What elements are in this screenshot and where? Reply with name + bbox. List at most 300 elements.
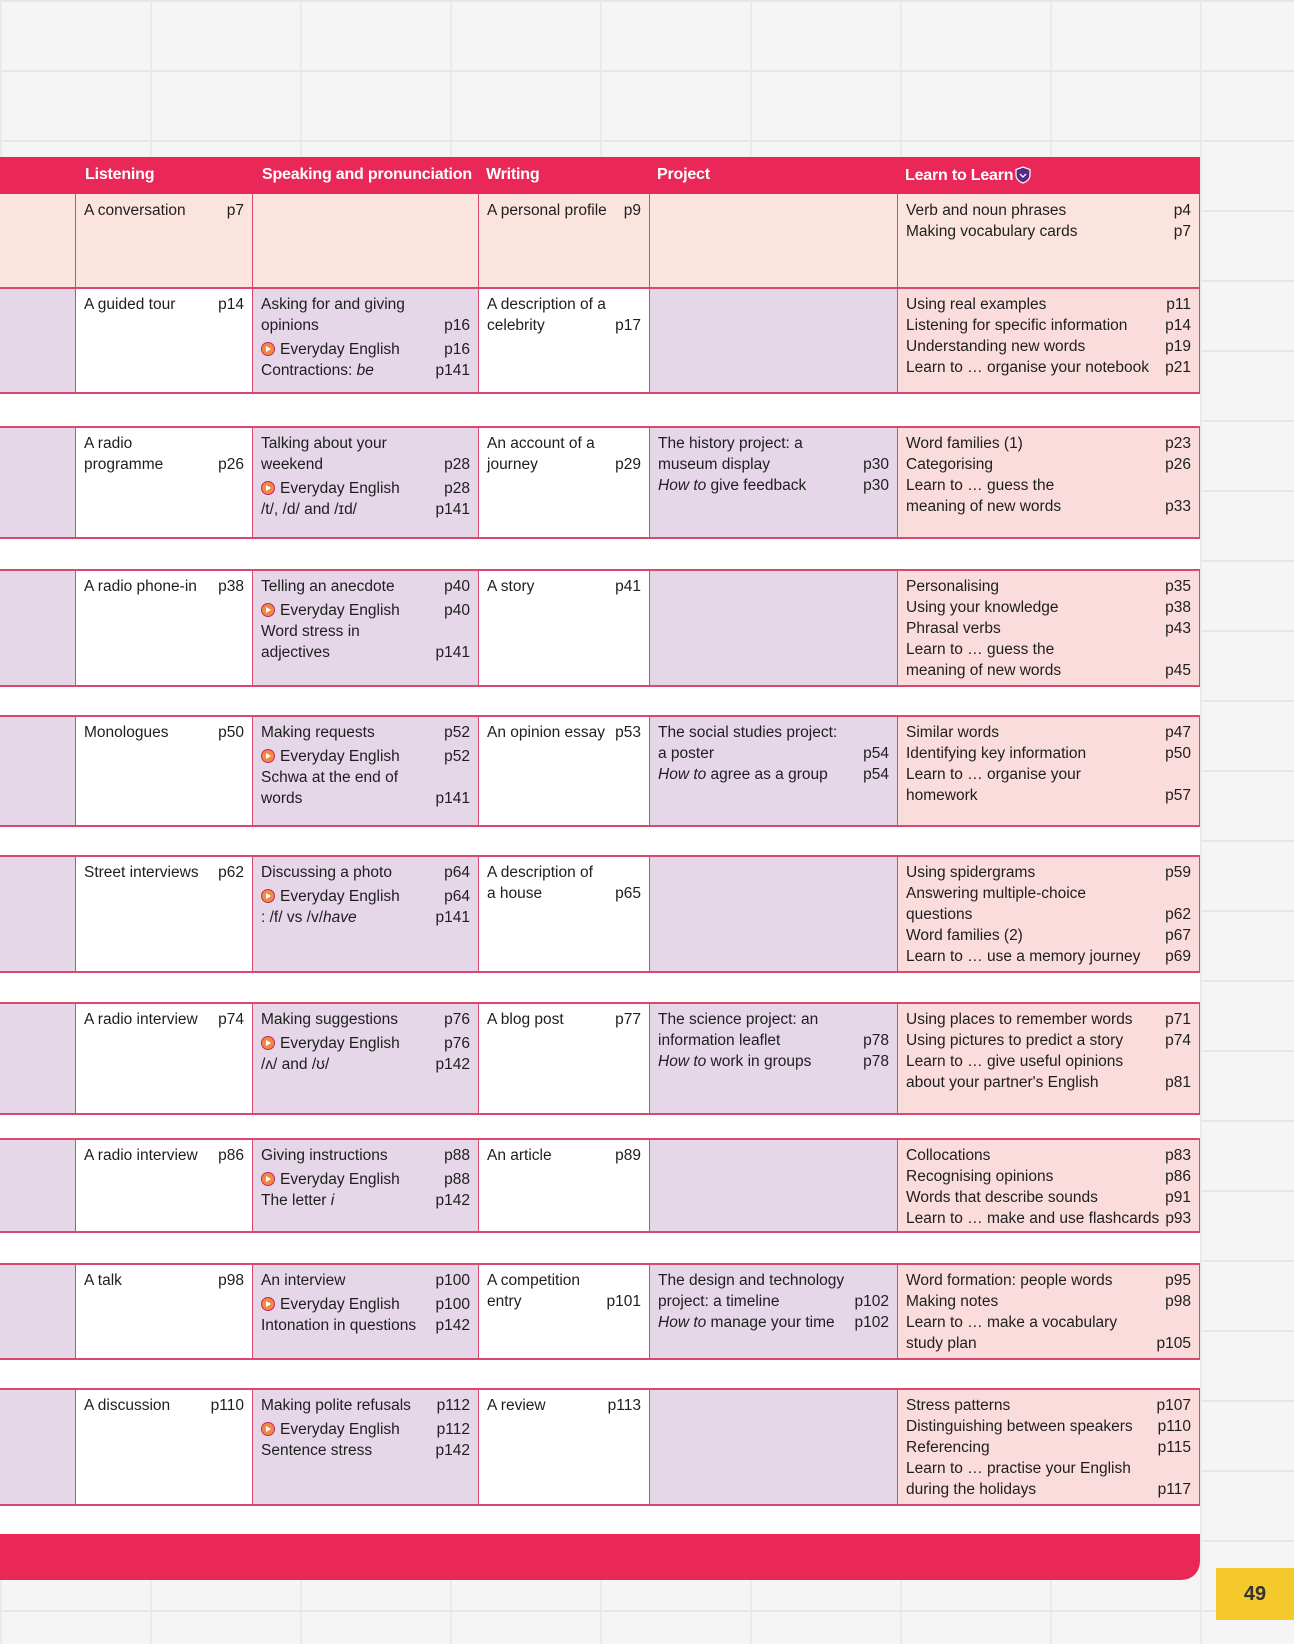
entry-label: project: a timeline — [658, 1293, 780, 1310]
entry-line — [261, 433, 470, 454]
unit-cell — [0, 856, 76, 971]
entry-label: Making polite refusals — [261, 1397, 411, 1414]
entry-line — [261, 767, 470, 788]
listening-cell — [76, 716, 253, 825]
page-ref: p115 — [1157, 1439, 1191, 1456]
row-divider — [0, 1504, 1200, 1506]
entry-text — [906, 1395, 1010, 1416]
entry-line — [84, 1395, 244, 1416]
page-ref: p112 — [436, 1397, 470, 1414]
entry-line — [658, 433, 889, 454]
entry-label: Using spidergrams — [906, 864, 1036, 881]
entry-label: work in groups — [706, 1053, 812, 1070]
unit-cell — [0, 1139, 76, 1231]
entry-text — [261, 499, 357, 520]
audio-play-icon — [261, 1297, 275, 1311]
entry-text — [261, 1054, 329, 1075]
header-listening: Listening — [85, 166, 155, 183]
header-writing: Writing — [486, 166, 540, 183]
entry-label: A description of — [487, 864, 593, 881]
entry-text — [261, 1440, 372, 1461]
entry-line — [84, 576, 244, 597]
entry-label: Telling an anecdote — [261, 578, 395, 595]
page-ref: p50 — [218, 724, 244, 741]
entry-line — [261, 576, 470, 597]
entry-label: study plan — [906, 1335, 977, 1352]
entry-label: Learn to … guess the — [906, 477, 1055, 494]
entry-text — [906, 660, 1061, 681]
entry-text — [84, 1145, 198, 1166]
entry-line — [261, 1315, 470, 1336]
entry-line — [261, 788, 470, 809]
entry-italic: have — [323, 909, 357, 926]
entry-text — [261, 746, 400, 767]
entry-line — [261, 907, 470, 928]
entry-label: Similar words — [906, 724, 1000, 741]
entry-label: The science project: an — [658, 1011, 819, 1028]
writing-cell — [479, 1139, 650, 1231]
listening-cell — [76, 1389, 253, 1504]
entry-text — [84, 862, 199, 883]
entry-text — [261, 478, 400, 499]
entry-line — [906, 200, 1191, 221]
entry-label: A radio — [84, 435, 133, 452]
page-ref: p67 — [1165, 927, 1191, 944]
page-ref: p141 — [435, 362, 470, 379]
entry-line — [906, 743, 1191, 764]
page-ref: p117 — [1157, 1481, 1191, 1498]
entry-label: Personalising — [906, 578, 1000, 595]
page-ref: p93 — [1165, 1210, 1192, 1227]
entry-label: Verb and noun phrases — [906, 202, 1067, 219]
page-ref: p141 — [435, 501, 470, 518]
entry-line — [906, 1166, 1191, 1187]
page-ref: p19 — [1165, 338, 1191, 355]
entry-text — [906, 946, 1140, 967]
entry-text — [906, 433, 1023, 454]
entry-label: A story — [487, 578, 535, 595]
entry-label: Learn to … organise your notebook — [906, 359, 1149, 376]
page-ref: p76 — [444, 1011, 470, 1028]
entry-text — [261, 315, 319, 336]
entry-label: The design and technology — [658, 1272, 845, 1289]
entry-label: Everyday English — [280, 1035, 400, 1052]
entry-line — [261, 478, 470, 499]
entry-label: Monologues — [84, 724, 169, 741]
page-ref: p54 — [863, 766, 889, 783]
entry-label: meaning of new words — [906, 662, 1062, 679]
entry-line — [906, 597, 1191, 618]
entry-line — [906, 660, 1191, 681]
entry-text — [261, 788, 302, 809]
entry-line — [261, 642, 470, 663]
entry-label: about your partner's English — [906, 1074, 1099, 1091]
entry-label: Everyday English — [280, 1296, 400, 1313]
entry-text — [261, 1270, 345, 1291]
project-cell — [650, 716, 898, 825]
page-ref: p71 — [1165, 1011, 1191, 1028]
entry-text — [906, 904, 972, 925]
entry-label: Understanding new words — [906, 338, 1086, 355]
entry-line — [906, 904, 1191, 925]
entry-line — [84, 200, 244, 221]
entry-text — [658, 1270, 844, 1291]
unit-cell — [0, 194, 76, 288]
table-header — [0, 157, 1200, 194]
unit-cell — [0, 288, 76, 392]
entry-label: The letter — [261, 1192, 331, 1209]
speaking-cell — [253, 288, 479, 392]
audio-play-icon — [261, 1036, 275, 1050]
table-row — [0, 570, 1200, 685]
shield-icon — [1015, 166, 1031, 184]
entry-text — [261, 576, 395, 597]
entry-text — [906, 1166, 1053, 1187]
entry-label: The social studies project: — [658, 724, 838, 741]
page-ref: p98 — [1165, 1293, 1191, 1310]
page-ref: p69 — [1165, 948, 1191, 965]
entry-line — [261, 315, 470, 336]
page-ref: p4 — [1173, 202, 1191, 219]
table-row — [0, 716, 1200, 825]
entry-text — [906, 764, 1081, 785]
entry-line — [261, 1033, 470, 1054]
entry-label: Learn to … make a vocabulary — [906, 1314, 1118, 1331]
entry-text — [906, 1458, 1131, 1479]
page-ref: p62 — [218, 864, 244, 881]
entry-text — [84, 454, 163, 475]
entry-label: programme — [84, 456, 164, 473]
page-ref: p113 — [607, 1397, 641, 1414]
entry-line — [906, 946, 1191, 967]
entry-text — [261, 1145, 388, 1166]
entry-line — [487, 722, 641, 743]
entry-text — [906, 1270, 1112, 1291]
entry-text — [487, 1395, 546, 1416]
page-ref: p88 — [444, 1147, 470, 1164]
entry-text — [487, 862, 593, 883]
page-ref: p7 — [1173, 223, 1191, 240]
entry-label: Giving instructions — [261, 1147, 388, 1164]
entry-line — [261, 1054, 470, 1075]
table-row — [0, 1389, 1200, 1504]
page-ref: p105 — [1156, 1335, 1191, 1352]
table-row — [0, 1139, 1200, 1231]
entry-text — [906, 496, 1061, 517]
entry-label: A radio interview — [84, 1011, 198, 1028]
page-ref: p141 — [435, 790, 470, 807]
speaking-cell — [253, 1139, 479, 1231]
entry-label: Identifying key information — [906, 745, 1087, 762]
speaking-cell — [253, 1389, 479, 1504]
entry-line — [261, 1009, 470, 1030]
page-ref: p110 — [1157, 1418, 1191, 1435]
entry-label: Recognising opinions — [906, 1168, 1054, 1185]
entry-line — [906, 925, 1191, 946]
entry-label: Learn to … use a memory journey — [906, 948, 1141, 965]
entry-line — [487, 862, 641, 883]
page-number: 49 — [1216, 1568, 1294, 1620]
entry-line — [906, 722, 1191, 743]
entry-label: Sentence stress — [261, 1442, 373, 1459]
entry-label: Stress patterns — [906, 1397, 1011, 1414]
writing-cell — [479, 1003, 650, 1113]
entry-line — [487, 294, 641, 315]
entry-label: Discussing a photo — [261, 864, 392, 881]
row-divider — [0, 1002, 1200, 1004]
learn-cell — [898, 194, 1200, 288]
writing-cell — [479, 856, 650, 971]
entry-text — [658, 1291, 779, 1312]
entry-text — [906, 597, 1059, 618]
row-divider — [0, 569, 1200, 571]
listening-cell — [76, 570, 253, 685]
page-ref: p57 — [1165, 787, 1191, 804]
table-row — [0, 856, 1200, 971]
entry-label: Making suggestions — [261, 1011, 398, 1028]
project-cell — [650, 856, 898, 971]
entry-text — [658, 722, 837, 743]
entry-label: manage your time — [706, 1314, 835, 1331]
entry-line — [906, 475, 1191, 496]
audio-play-icon — [261, 342, 275, 356]
row-divider — [0, 971, 1200, 973]
project-cell — [650, 427, 898, 537]
entry-text — [906, 1030, 1123, 1051]
entry-text — [658, 454, 770, 475]
speaking-cell — [253, 194, 479, 288]
entry-text — [906, 925, 1023, 946]
entry-line — [906, 336, 1191, 357]
entry-text — [261, 1009, 398, 1030]
entry-label: homework — [906, 787, 978, 804]
entry-text — [261, 1395, 411, 1416]
page-ref: p45 — [1165, 662, 1191, 679]
speaking-cell — [253, 1003, 479, 1113]
entry-line — [487, 315, 641, 336]
table-row — [0, 288, 1200, 392]
entry-label: A radio phone-in — [84, 578, 197, 595]
entry-italic: How to — [658, 766, 707, 783]
learn-cell — [898, 288, 1200, 392]
entry-label: Categorising — [906, 456, 994, 473]
entry-line — [906, 1072, 1191, 1093]
writing-cell — [479, 1264, 650, 1358]
entry-label: Asking for and giving — [261, 296, 405, 313]
page-ref: p16 — [444, 341, 470, 358]
speaking-cell — [253, 716, 479, 825]
entry-label: Everyday English — [280, 602, 400, 619]
page-ref: p43 — [1165, 620, 1191, 637]
entry-text — [906, 1145, 990, 1166]
page-ref: p52 — [444, 748, 470, 765]
entry-line — [487, 433, 641, 454]
entry-line — [906, 1312, 1191, 1333]
entry-label: An article — [487, 1147, 552, 1164]
header-speaking: Speaking and pronunciation — [262, 166, 472, 183]
entry-label: Everyday English — [280, 748, 400, 765]
learn-cell — [898, 1264, 1200, 1358]
page-ref: p100 — [435, 1296, 470, 1313]
page-ref: p141 — [435, 909, 470, 926]
header-learn-label: Learn to Learn — [905, 167, 1014, 184]
entry-text — [84, 294, 175, 315]
unit-cell — [0, 716, 76, 825]
audio-play-icon — [261, 603, 275, 617]
row-divider — [0, 1388, 1200, 1390]
entry-text — [906, 1437, 990, 1458]
header-project: Project — [657, 166, 710, 183]
page-ref: p102 — [854, 1293, 889, 1310]
learn-cell — [898, 1389, 1200, 1504]
entry-line — [84, 294, 244, 315]
entry-text — [906, 639, 1054, 660]
listening-cell — [76, 427, 253, 537]
page-ref: p62 — [1165, 906, 1191, 923]
entry-text — [906, 1072, 1099, 1093]
entry-text — [906, 475, 1054, 496]
entry-line — [261, 600, 470, 621]
entry-line — [906, 1458, 1191, 1479]
page-ref: p38 — [218, 578, 244, 595]
row-divider — [0, 825, 1200, 827]
speaking-cell — [253, 427, 479, 537]
entry-label: Everyday English — [280, 480, 400, 497]
unit-cell — [0, 427, 76, 537]
entry-line — [261, 294, 470, 315]
entry-text — [261, 600, 400, 621]
table-row — [0, 1003, 1200, 1113]
entry-label: agree as a group — [706, 766, 828, 783]
page-ref: p110 — [210, 1397, 244, 1414]
row-divider — [0, 1263, 1200, 1265]
entry-label: Phrasal verbs — [906, 620, 1001, 637]
unit-cell — [0, 1003, 76, 1113]
project-cell — [650, 1139, 898, 1231]
entry-label: Listening for specific information — [906, 317, 1128, 334]
page-ref: p26 — [1165, 456, 1191, 473]
entry-text — [261, 339, 400, 360]
page-ref: p30 — [863, 477, 889, 494]
entry-label: Making notes — [906, 1293, 999, 1310]
page-ref: p81 — [1165, 1074, 1191, 1091]
page-ref: p141 — [435, 644, 470, 661]
page-ref: p14 — [1165, 317, 1191, 334]
speaking-cell — [253, 856, 479, 971]
entry-line — [658, 454, 889, 475]
entry-label: Learn to … make and use flashcards — [906, 1210, 1160, 1227]
page-ref: p33 — [1165, 498, 1191, 515]
entry-text — [658, 433, 803, 454]
entry-text — [487, 722, 605, 743]
entry-line — [658, 743, 889, 764]
entry-line — [906, 862, 1191, 883]
page-ref: p28 — [444, 480, 470, 497]
page-ref: p98 — [218, 1272, 244, 1289]
entry-label: celebrity — [487, 317, 545, 334]
entry-label: Referencing — [906, 1439, 990, 1456]
page-ref: p74 — [218, 1011, 244, 1028]
learn-cell — [898, 716, 1200, 825]
entry-line — [906, 1145, 1191, 1166]
entry-line — [906, 883, 1191, 904]
learn-cell — [898, 427, 1200, 537]
page-ref: p78 — [863, 1053, 889, 1070]
page-ref: p59 — [1165, 864, 1191, 881]
page-ref: p54 — [863, 745, 889, 762]
entry-label: Everyday English — [280, 888, 400, 905]
entry-text — [906, 1333, 977, 1354]
entry-label: give feedback — [706, 477, 807, 494]
entry-line — [658, 764, 889, 785]
page-ref: p21 — [1165, 359, 1191, 376]
entry-line — [84, 1270, 244, 1291]
entry-line — [487, 1291, 641, 1312]
entry-label: Everyday English — [280, 341, 400, 358]
entry-text — [906, 1009, 1133, 1030]
entry-text — [906, 883, 1086, 904]
entry-text — [261, 1294, 400, 1315]
entry-label: Using places to remember words — [906, 1011, 1133, 1028]
page-ref: p101 — [606, 1293, 641, 1310]
entry-text — [487, 433, 595, 454]
entry-label: a house — [487, 885, 543, 902]
entry-label: opinions — [261, 317, 319, 334]
entry-line — [906, 1395, 1191, 1416]
entry-label: museum display — [658, 456, 770, 473]
entry-text — [261, 1315, 416, 1336]
project-cell — [650, 194, 898, 288]
entry-label: words — [261, 790, 303, 807]
entry-label: Using your knowledge — [906, 599, 1059, 616]
listening-cell — [76, 856, 253, 971]
page-ref: p17 — [615, 317, 641, 334]
page-ref: p11 — [1166, 296, 1191, 313]
entry-label: An interview — [261, 1272, 346, 1289]
page-ref: p89 — [615, 1147, 641, 1164]
audio-play-icon — [261, 481, 275, 495]
entry-text — [261, 722, 375, 743]
entry-text — [261, 886, 400, 907]
entry-text — [84, 1395, 170, 1416]
entry-line — [487, 1145, 641, 1166]
entry-line — [906, 315, 1191, 336]
entry-label: Intonation in questions — [261, 1317, 417, 1334]
page-ref: p142 — [435, 1317, 470, 1334]
row-divider — [0, 426, 1200, 428]
page-ref: p7 — [226, 202, 244, 219]
page-ref: p38 — [1165, 599, 1191, 616]
entry-label: Using pictures to predict a story — [906, 1032, 1124, 1049]
entry-line — [658, 722, 889, 743]
page-ref: p9 — [623, 202, 641, 219]
entry-text — [487, 454, 538, 475]
entry-text — [658, 764, 828, 785]
entry-line — [261, 499, 470, 520]
entry-text — [906, 1051, 1123, 1072]
entry-text — [906, 357, 1149, 378]
entry-label: Distinguishing between speakers — [906, 1418, 1133, 1435]
entry-line — [906, 1030, 1191, 1051]
entry-text — [906, 1416, 1133, 1437]
project-cell — [650, 288, 898, 392]
entry-line — [906, 639, 1191, 660]
entry-text — [906, 576, 999, 597]
writing-cell — [479, 570, 650, 685]
page-ref: p142 — [435, 1192, 470, 1209]
listening-cell — [76, 1003, 253, 1113]
entry-line — [906, 576, 1191, 597]
